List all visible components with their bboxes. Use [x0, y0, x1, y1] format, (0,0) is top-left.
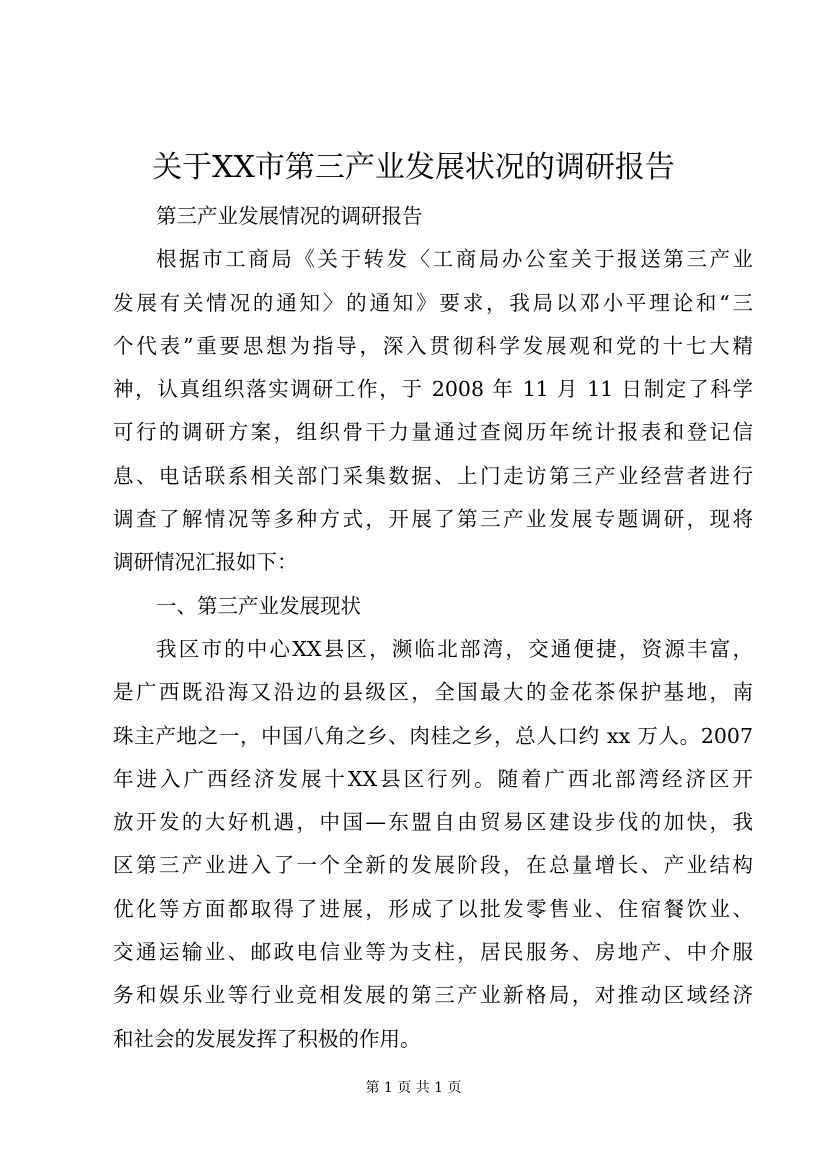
page-footer: 第 1 页 共 1 页: [365, 1080, 462, 1096]
text-line: 一、第三产业发展现状: [156, 593, 361, 618]
document-body: [113, 195, 753, 1061]
text-line: 是广西既沿海又沿边的县级区，全国最大的金花茶保护基地，南: [113, 680, 753, 705]
text-line: 交通运输业、邮政电信业等为支柱，居民服务、房地产、中介服: [113, 940, 753, 965]
text-line: 调查了解情况等多种方式，开展了第三产业发展专题调研，现将: [113, 507, 753, 532]
text-line: 可行的调研方案，组织骨干力量通过查阅历年统计报表和登记信: [113, 420, 753, 445]
text-line: 根据市工商局《关于转发〈工商局办公室关于报送第三产业: [156, 247, 753, 272]
text-line: 优化等方面都取得了进展，形成了以批发零售业、住宿餐饮业、: [113, 896, 753, 921]
document-title: 关于XX市第三产业发展状况的调研报告: [152, 150, 675, 185]
text-line: 个代表”重要思想为指导，深入贯彻科学发展观和党的十七大精: [113, 333, 753, 358]
text-line: 珠主产地之一，中国八角之乡、肉桂之乡，总人口约 xx 万人。2007: [113, 723, 753, 748]
text-line: 务和娱乐业等行业竞相发展的第三产业新格局，对推动区域经济: [113, 983, 753, 1008]
text-line: 年进入广西经济发展十XX县区行列。随着广西北部湾经济区开: [113, 766, 753, 791]
text-line: 和社会的发展发挥了积极的作用。: [113, 1026, 421, 1051]
text-line: 调研情况汇报如下：: [113, 550, 298, 575]
text-line: 放开发的大好机遇，中国—东盟自由贸易区建设步伐的加快，我: [113, 810, 753, 835]
text-line: 第三产业发展情况的调研报告: [156, 204, 423, 228]
text-line: 区第三产业进入了一个全新的发展阶段，在总量增长、产业结构: [113, 853, 753, 878]
text-line: 神，认真组织落实调研工作，于 2008 年 11 月 11 日制定了科学: [113, 377, 753, 402]
text-line: 我区市的中心XX县区，濒临北部湾，交通便捷，资源丰富，: [156, 636, 753, 661]
text-line: 息、电话联系相关部门采集数据、上门走访第三产业经营者进行: [113, 463, 753, 488]
text-line: 发展有关情况的通知〉的通知》要求，我局以邓小平理论和“三: [113, 290, 753, 315]
